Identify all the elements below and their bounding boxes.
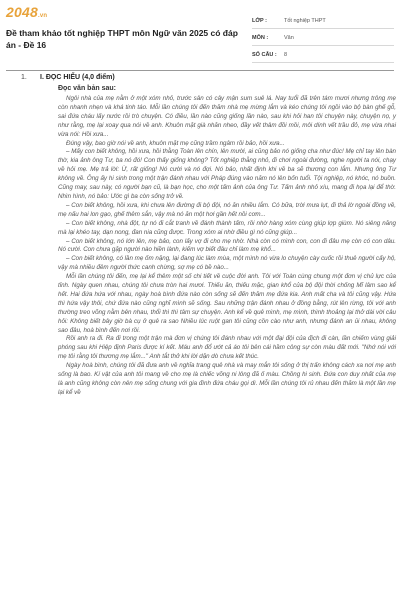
meta-value: Tốt nghiệp THPT bbox=[284, 18, 326, 24]
passage-paragraph: – Con biết không, nhà đột, tự nó đi cắt tranh về đánh thành tấm, rồi nhờ hàng xóm cùng giúp lợp giùm. Nó siêng năng mà lại khéo tay, dạn nong, đan nia cũng được. Trong xóm ai nhờ điều gì nó cũng giúp... bbox=[58, 219, 396, 236]
site-logo[interactable] bbox=[6, 4, 47, 20]
passage-paragraph: – Mấy con biết không, hồi xưa, hồi thằng Toàn lên chín, lên mười, ai cũng bảo nó giống cha như đúc! Mẹ chỉ tay lên bàn thờ, kia ảnh ông Tư, ba nó đó! Con thấy giống không? Tốt nghiệp thằng nhỏ, đi chơi ngoài đường, nghe người ta nói, chạy về hỏi mẹ. Mẹ trả lời: Ừ, rất giống! Nó cười và nó đợi. Nó bảo, nhất định khi về ba sẽ thương con lắm. Nhưng ông Tư không về. Ông ấy hi sinh trong một trận đánh nhau với Pháp đúng vào năm nó lên bốn tuổi. Tội nghiệp, nó khóc, nó buồn. Cũng may, sau này, có người bạn cũ, là bạn học, cho một tấm ảnh của ông Tư. Tấm ảnh nhỏ xíu, mang đi họa lại để thờ. Nhìn hình, nó bảo: Ước gì ba còn sống trở về. bbox=[58, 148, 396, 200]
passage-paragraph: Ngày hoà bình, chúng tôi đã đưa anh về nghĩa trang quê nhà và may mắn tôi sống ở thị trấn không cách xa nơi mẹ anh sống là bao. Kí vật của anh tôi mang về cho mẹ là chiếc võng ni lông đã ố màu. Chồng hi sinh. Đứa con duy nhất của mẹ là anh cũng không còn nên mẹ sống chung với gia đình đứa cháu gọi dì. Mỗi lần chúng tôi rủ nhau đến thăm là một lần mẹ lại kể về bbox=[58, 362, 396, 396]
question-number: 1. bbox=[21, 74, 27, 81]
logo-suffix: .vn bbox=[37, 13, 48, 19]
meta-label: LỚP : bbox=[252, 18, 267, 24]
meta-label: SỐ CÂU : bbox=[252, 52, 277, 58]
passage-paragraph: – Con biết không, hồi xưa, khi chưa lên đường đi bộ đội, nó ăn nhiều lắm. Có bữa, trời mưa lụt, đi thả lờ ngoài đồng về, mẹ nấu hai lon gạo, ghế thêm sắn, vậy mà nó ăn một hơi gần hết nồi cơm... bbox=[58, 201, 396, 218]
meta-row-question-count bbox=[252, 48, 394, 63]
document-header bbox=[0, 0, 400, 68]
page-title: Đề tham khảo tốt nghiệp THPT môn Ngữ văn 2025 có đáp án - Đề 16 bbox=[6, 28, 238, 50]
passage-paragraph: – Con biết không, nó lớn lên, mẹ bảo, con lấy vợ đi cho mẹ nhờ. Nhà còn có mình con, con đi đâu mẹ còn có con dâu. Nó cười. Con chưa gặp người nào hiền lành, kiếm vợ biết đâu chỉ làm mẹ khổ... bbox=[58, 237, 396, 254]
passage-paragraph: Rồi anh ra đi. Ra đi trong một trận mà đơn vị chúng tôi đánh nhau với một đại đội của địch đi càn, lần chiếm vùng giải phóng sau khi Hiệp định Paris được kí kết. Máu anh đổ ướt cả áo tôi bên cái hầm công sự còn màu đất mới. "Nhớ nói với mẹ tôi rằng tôi thương mẹ lắm..." Anh tắt thở khi lời dặn dò chưa kết thúc. bbox=[58, 335, 396, 361]
meta-label: MÔN : bbox=[252, 35, 269, 41]
meta-value: 8 bbox=[284, 52, 288, 58]
header-divider bbox=[6, 70, 394, 71]
meta-row-class bbox=[252, 14, 394, 29]
section-heading: I. ĐỌC HIỂU (4,0 điểm) bbox=[40, 74, 115, 81]
meta-value: Văn bbox=[284, 35, 294, 41]
passage-paragraph: Ngôi nhà của mẹ nằm ở một xóm nhỏ, trước sân có cây mận sum suê lá. Nay tuổi đã trên tám mươi nhưng trông mẹ còn nhanh nhẹn và khá tinh táo. Mỗi lần chúng tôi đến thăm nhà mẹ mừng lắm và kéo chúng tôi ngồi vào bộ bàn ghế gỗ, sai đứa cháu lấy nước rồi trò chuyện. Có điều, lần nào cũng giống lần nào, sau khi hỏi han tôi chuyện này, chuyện nọ, y như rằng, mẹ lại xoay qua nói về anh. Khuôn mặt già nhăn nheo, đầy vết thâm đồi mồi, môi dính vết trầu đỏ, mẹ vừa nhai vừa nói: Hồi xưa... bbox=[58, 95, 396, 138]
exam-meta-table bbox=[252, 14, 394, 63]
reading-passage bbox=[58, 95, 396, 398]
passage-paragraph: – Con biết không, có lần mẹ ốm nặng, lại đang lúc làm mùa, một mình nó vừa lo chuyện cày cuốc rồi thuê người cấy hộ, vậy mà nhiều đêm người thức canh chừng, sợ mẹ có bề nào... bbox=[58, 255, 396, 272]
reading-instruction: Đọc văn bản sau: bbox=[58, 85, 116, 92]
meta-row-subject bbox=[252, 31, 394, 46]
passage-paragraph: Mỗi lần chúng tôi đến, mẹ lại kể thêm một số chi tiết về cuộc đời anh. Tôi với Toàn cùng chung một đơn vị chủ lực của tỉnh. Ngày quen nhau, chúng tôi chưa tròn hai mươi. Thiếu ăn, thiếu mặc, gian khổ của bộ đội thời chống Mĩ lâm sao kể hết. Hai đứa hứa với nhau, ngày hoà bình đứa nào còn sống sẽ đến thăm mẹ đứa kia. Anh mất cha và tôi cũng vậy. Hứa thì hứa vậy thôi, chứ đứa nào cũng nghĩ mình sẽ sống. Sau những trận đánh nhau ở đồng bằng, rút lên rừng, tôi với anh thường treo võng nằm bên nhau, thổi thì thì tâm sự chuyện. Anh kể về quê mình, mẹ mình, thình thoảng lại thở dài vời câu hỏi: Không biết bây giờ bà cụ ở quê ra sao Nhiều lúc ruột gan tôi cũng cồn cào như anh, nhưng đánh an ủi nhau, không sao đâu, hoà bình đến nơi rồi. bbox=[58, 273, 396, 334]
logo-text: 2048 bbox=[6, 4, 38, 20]
passage-paragraph: Đúng vậy, bao giờ nói về anh, khuôn mặt mẹ cũng trầm ngâm rồi bảo, hồi xưa... bbox=[66, 139, 285, 147]
